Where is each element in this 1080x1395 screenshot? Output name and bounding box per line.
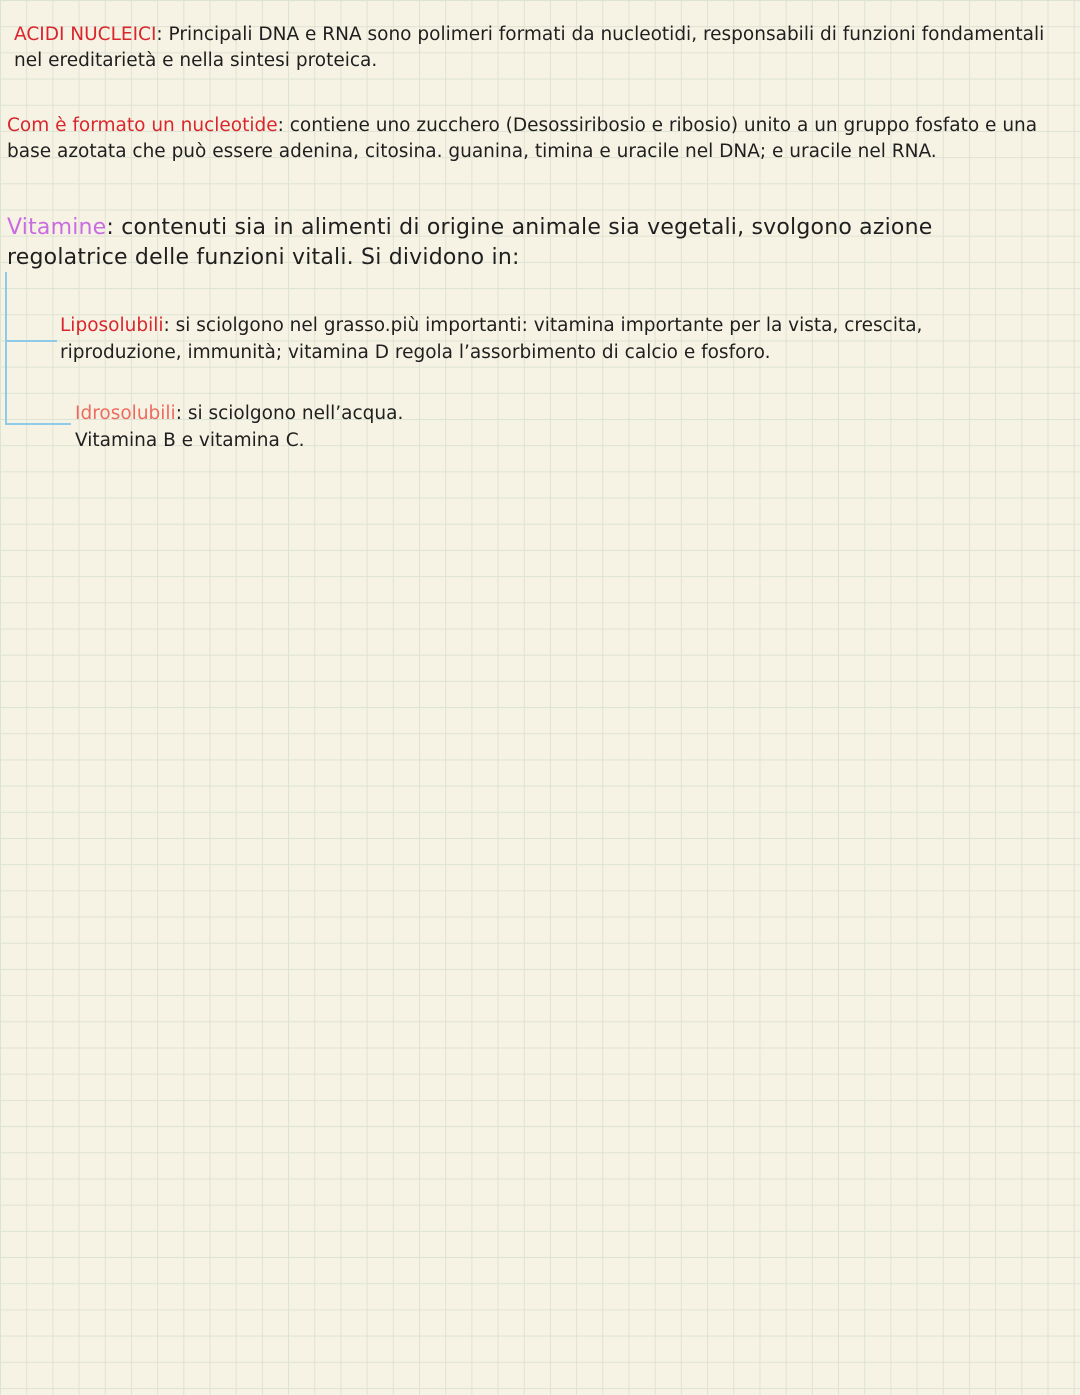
vitamine-text: contenuti sia in alimenti di origine animale sia vegetali, svolgono azione regolatrice delle funzioni vitali. Si dividono in: [7, 215, 933, 270]
liposolubili-colon: : [163, 315, 170, 336]
nucleotide-paragraph [7, 113, 1047, 165]
liposolubili-text: si sciolgono nel grasso.più importanti: vitamina importante per la vista, crescita, riproduzione, immunità; vitamina D regola l’assorbimento di calcio e fosforo. [60, 315, 923, 363]
vitamine-paragraph [7, 213, 1057, 273]
bracket-branch-idrosolubili [5, 423, 71, 425]
idrosolubili-colon: : [175, 403, 182, 424]
vitamine-colon: : [106, 215, 115, 240]
idrosolubili-line-1 [75, 400, 775, 427]
bracket-branch-liposolubili [5, 340, 57, 342]
acidi-nucleici-text: Principali DNA e RNA sono polimeri formati da nucleotidi, responsabili di funzioni fondamentali nel ereditarietà e nella sintesi proteica. [14, 24, 1045, 71]
liposolubili-heading: Liposolubili [60, 315, 164, 336]
idrosolubili-line-2: Vitamina B e vitamina C. [75, 430, 305, 451]
acidi-nucleici-paragraph [14, 22, 1064, 74]
idrosolubili-text: si sciolgono nell’acqua. [181, 403, 404, 424]
acidi-nucleici-heading: ACIDI NUCLEICI [14, 24, 157, 45]
nucleotide-heading: Com è formato un nucleotide [7, 115, 278, 136]
acidi-nucleici-colon: : [156, 24, 163, 45]
nucleotide-text: contiene uno zucchero (Desossiribosio e ribosio) unito a un gruppo fosfato e una base azotata che può essere adenina, citosina. guanina, timina e uracile nel DNA; e uracile nel RNA. [7, 115, 1038, 162]
idrosolubili-paragraph [75, 400, 775, 454]
vitamine-heading: Vitamine [7, 215, 107, 240]
liposolubili-paragraph [60, 313, 1040, 366]
idrosolubili-heading: Idrosolubili [75, 403, 176, 424]
nucleotide-colon: : [277, 115, 284, 136]
bracket-vertical-line [5, 272, 7, 424]
